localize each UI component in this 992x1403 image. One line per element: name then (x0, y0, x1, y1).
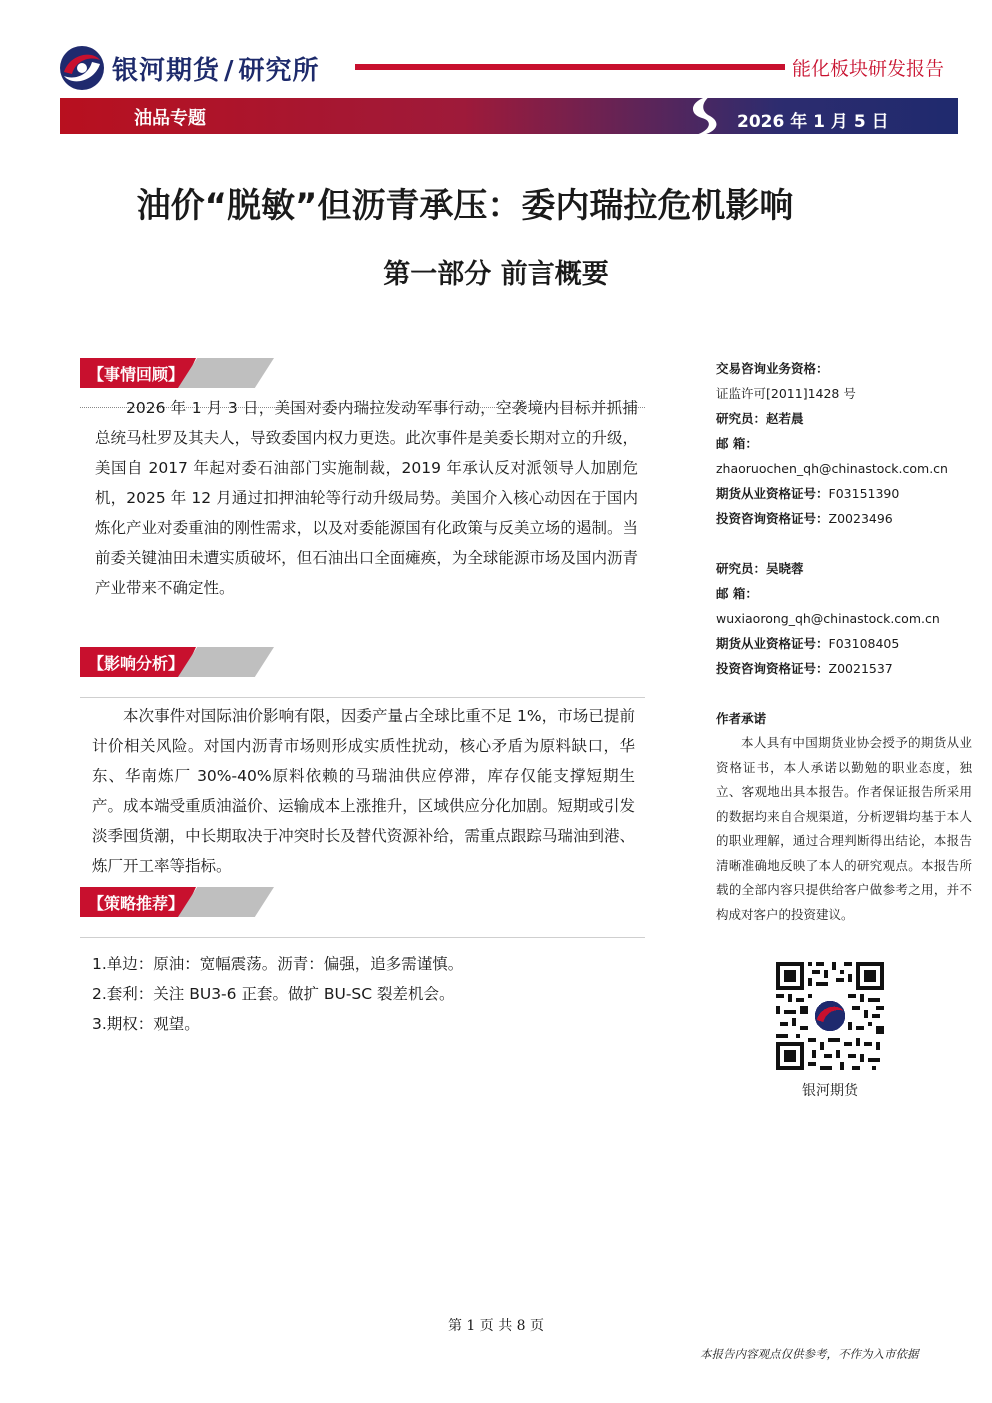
review-paragraph: 2026 年 1 月 3 日，美国对委内瑞拉发动军事行动，空袭境内目标并抓捕总统马杜罗及其夫人，导致委国内权力更迭。此次事件是美委长期对立的升级，美国自 2017 年起对委石油部门实施制裁，2019 年承认反对派领导人加剧危机，2025 年 12 月通过扣押油轮等行动升级局势。美国介入核心动因在于国内炼化产业对委重油的刚性需求，以及对委能源国有化政策与反美立场的遏制。当前委关键油田未遭实质破坏，但石油出口全面瘫痪，为全球能源市场及国内沥青产业带来不确定性。 (95, 399, 638, 597)
section-tag-label: 【影响分析】 (88, 654, 185, 673)
analyst-email: wuxiaorong_qh@chinastock.com.cn (716, 611, 940, 626)
advisory-cert-number: Z0023496 (828, 511, 893, 526)
license-label: 交易咨询业务资格： (716, 361, 829, 376)
section-divider (80, 937, 645, 938)
sidebar-info (716, 356, 972, 927)
strategy-item: 3.期权：观望。 (92, 1015, 200, 1033)
advisory-cert-label: 投资咨询资格证号： (716, 511, 829, 526)
logo-department: 研究所 (238, 56, 320, 86)
section-tag-review (80, 358, 280, 388)
logo-separator: / (224, 56, 235, 86)
page-title: 油价“脱敏”但沥青承压：委内瑞拉危机影响 (136, 186, 794, 226)
logo-wordmark (112, 50, 320, 87)
footer-disclaimer: 本报告内容观点仅供参考，不作为入市依据 (700, 1347, 919, 1361)
section-heading: 第一部分 前言概要 (383, 259, 609, 290)
logo-company-name: 银河期货 (112, 56, 221, 86)
strategy-item: 2.套利：关注 BU3-6 正套。做扩 BU-SC 裂差机会。 (92, 985, 455, 1003)
futures-cert-number: F03151390 (828, 486, 900, 501)
swoosh-icon (680, 94, 728, 138)
analyst-name: 吴晓蓉 (766, 561, 804, 576)
strategy-item: 1.单边：原油：宽幅震荡。沥青：偏强，追多需谨慎。 (92, 955, 464, 973)
futures-cert-number: F03108405 (828, 636, 900, 651)
email-label: 邮 箱： (716, 436, 758, 451)
futures-cert-label: 期货从业资格证号： (716, 636, 829, 651)
license-value: 证监许可[2011]1428 号 (716, 386, 856, 401)
analyst-name: 赵若晨 (766, 411, 804, 426)
futures-cert-label: 期货从业资格证号： (716, 486, 829, 501)
pledge-title: 作者承诺 (716, 711, 767, 726)
email-label: 邮 箱： (716, 586, 758, 601)
analyst-role-label: 研究员： (716, 561, 767, 576)
section-tag-label: 【策略推荐】 (88, 894, 185, 913)
section-tag-impact (80, 647, 280, 677)
report-date: 2026 年 1 月 5 日 (737, 112, 889, 132)
strategy-list (92, 949, 635, 1039)
review-body (95, 393, 638, 603)
galaxy-logo-icon (58, 44, 106, 92)
advisory-cert-number: Z0021537 (828, 661, 893, 676)
impact-body (92, 701, 635, 881)
advisory-cert-label: 投资咨询资格证号： (716, 661, 829, 676)
qr-label: 银河期货 (802, 1083, 858, 1099)
section-tag-label: 【事情回顾】 (88, 365, 185, 384)
analyst-role-label: 研究员： (716, 411, 767, 426)
topic-label: 油品专题 (134, 108, 206, 129)
section-divider (80, 697, 645, 698)
qr-code-icon (776, 962, 884, 1070)
page-number: 第 1 页 共 8 页 (447, 1318, 545, 1334)
report-type: 能化板块研发报告 (792, 58, 945, 80)
impact-paragraph: 本次事件对国际油价影响有限，因委产量占全球比重不足 1%，市场已提前计价相关风险。对国内沥青市场则形成实质性扰动，核心矛盾为原料缺口，华东、华南炼厂 30%-40%原料依赖的马瑞油供应停滞，库存仅能支撑短期生产。成本端受重质油溢价、运输成本上涨推升，区域供应分化加剧。短期或引发淡季囤货潮，中长期取决于冲突时长及替代资源补给，需重点跟踪马瑞油到港、炼厂开工率等指标。 (92, 707, 635, 875)
section-tag-strategy (80, 887, 280, 917)
pledge-body: 本人具有中国期货业协会授予的期货从业资格证书，本人承诺以勤勉的职业态度，独立、客观地出具本报告。作者保证报告所采用的数据均来自合规渠道，分析逻辑均基于本人的职业理解，通过合理判断得出结论，本报告清晰准确地反映了本人的研究观点。本报告所载的全部内容只提供给客户做参考之用，并不构成对客户的投资建议。 (716, 735, 972, 922)
analyst-email: zhaoruochen_qh@chinastock.com.cn (716, 461, 948, 476)
header-red-rule (355, 64, 785, 70)
